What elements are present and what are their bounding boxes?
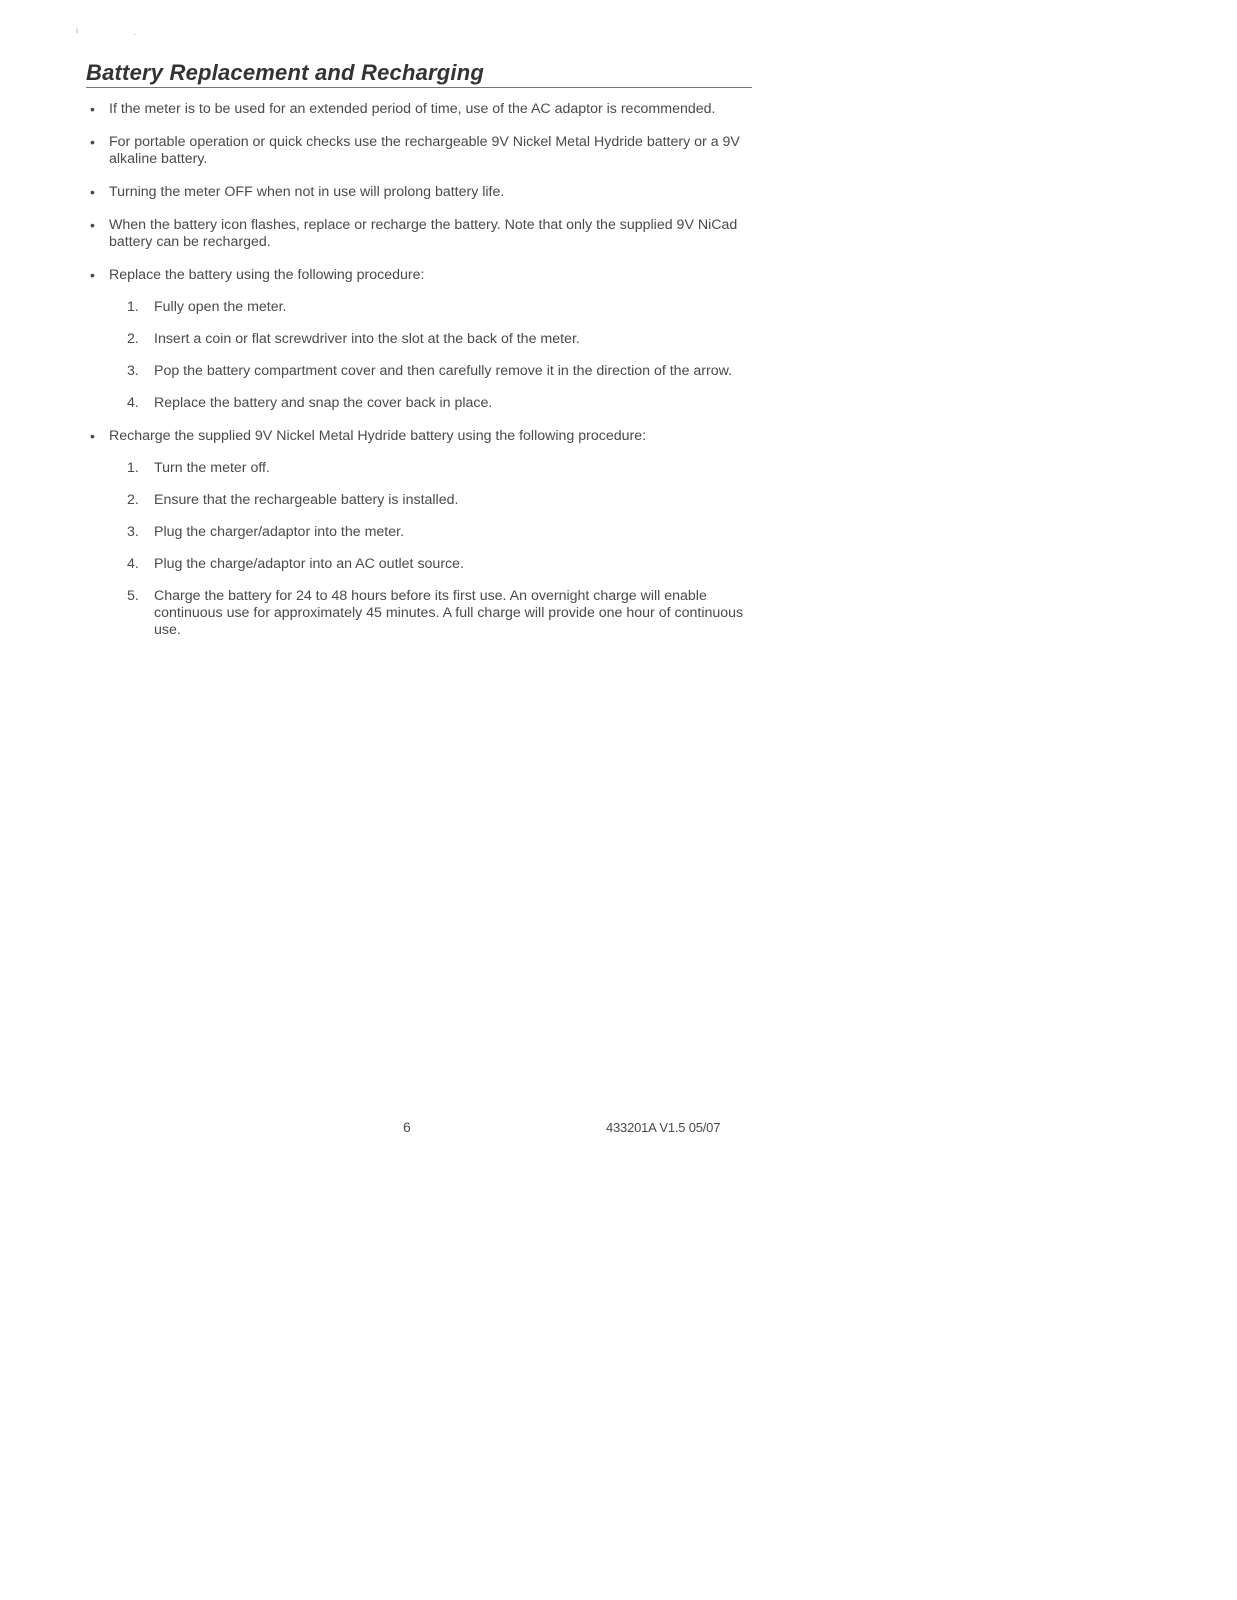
scan-speck: . bbox=[134, 28, 137, 37]
step-text: Turn the meter off. bbox=[154, 460, 270, 476]
bullet-text: For portable operation or quick checks use the rechargeable 9V Nickel Metal Hydride battery or a 9V alkaline battery. bbox=[109, 134, 740, 167]
step-item bbox=[109, 299, 748, 316]
step-item bbox=[109, 588, 748, 639]
page-title: Battery Replacement and Recharging bbox=[86, 60, 752, 88]
step-number: 2. bbox=[127, 331, 139, 347]
bullet-dot-icon: • bbox=[90, 134, 95, 150]
step-text: Fully open the meter. bbox=[154, 299, 287, 315]
bullet-dot-icon: • bbox=[90, 184, 95, 200]
bullet-dot-icon: • bbox=[90, 267, 95, 283]
bullet-text: If the meter is to be used for an extended period of time, use of the AC adaptor is recommended. bbox=[109, 101, 716, 117]
step-number: 4. bbox=[127, 395, 139, 411]
step-text: Pop the battery compartment cover and then carefully remove it in the direction of the arrow. bbox=[154, 363, 733, 379]
step-text: Charge the battery for 24 to 48 hours before its first use. An overnight charge will enable continuous use for approximately 45 minutes. A full charge will provide one hour of continuous use. bbox=[154, 588, 744, 638]
step-text: Insert a coin or flat screwdriver into the slot at the back of the meter. bbox=[154, 331, 580, 347]
step-item bbox=[109, 524, 748, 541]
step-item bbox=[109, 492, 748, 509]
bullet-item bbox=[88, 101, 748, 118]
bullet-dot-icon: • bbox=[90, 428, 95, 444]
step-number: 4. bbox=[127, 556, 139, 572]
bullet-item bbox=[88, 184, 748, 201]
bullet-item bbox=[88, 217, 748, 251]
page-number: 6 bbox=[403, 1119, 411, 1135]
step-number: 2. bbox=[127, 492, 139, 508]
step-number: 3. bbox=[127, 524, 139, 540]
bullet-dot-icon: • bbox=[90, 217, 95, 233]
bullet-text: When the battery icon flashes, replace or recharge the battery. Note that only the supplied 9V NiCad battery can be recharged. bbox=[109, 217, 738, 250]
bullet-text: Recharge the supplied 9V Nickel Metal Hydride battery using the following procedure: bbox=[109, 428, 647, 444]
bullet-item bbox=[88, 134, 748, 168]
recharge-steps-list bbox=[109, 460, 748, 639]
step-text: Plug the charger/adaptor into the meter. bbox=[154, 524, 405, 540]
document-code: 433201A V1.5 05/07 bbox=[606, 1120, 721, 1135]
step-item bbox=[109, 331, 748, 348]
step-number: 1. bbox=[127, 460, 139, 476]
step-number: 1. bbox=[127, 299, 139, 315]
step-number: 5. bbox=[127, 588, 139, 604]
step-text: Replace the battery and snap the cover back in place. bbox=[154, 395, 493, 411]
step-text: Plug the charge/adaptor into an AC outlet source. bbox=[154, 556, 464, 572]
step-item bbox=[109, 363, 748, 380]
step-item bbox=[109, 395, 748, 412]
replace-steps-list bbox=[109, 299, 748, 412]
bullet-text: Turning the meter OFF when not in use will prolong battery life. bbox=[109, 184, 505, 200]
step-text: Ensure that the rechargeable battery is installed. bbox=[154, 492, 459, 508]
step-number: 3. bbox=[127, 363, 139, 379]
bullet-item-recharge-procedure bbox=[88, 428, 748, 639]
step-item bbox=[109, 556, 748, 573]
bullet-dot-icon: • bbox=[90, 101, 95, 117]
bullet-text: Replace the battery using the following procedure: bbox=[109, 267, 425, 283]
step-item bbox=[109, 460, 748, 477]
bullet-item-replace-procedure bbox=[88, 267, 748, 412]
content-list bbox=[88, 101, 748, 655]
scan-speck: ı bbox=[76, 26, 79, 35]
